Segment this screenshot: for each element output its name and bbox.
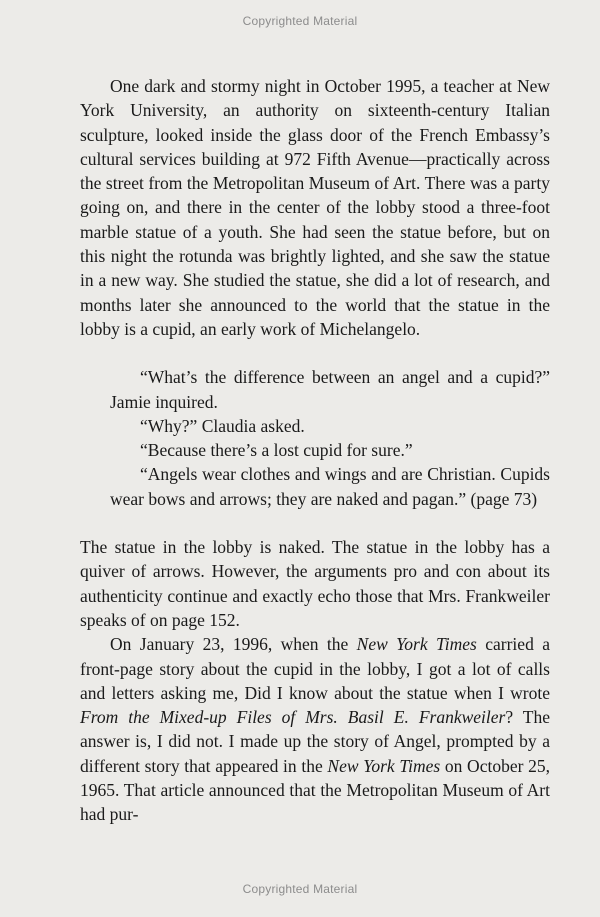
italic-book-title: From the Mixed-up Files of Mrs. Basil E. Frankweiler [80,707,506,728]
paragraph-statue-naked: The statue in the lobby is naked. The statue in the lobby has a quiver of arrows. However, the arguments pro and con about its authenticity continue and exactly echo those that Mrs. Frankweiler speaks of on page 152. [80,537,550,630]
quote-line-angels: “Angels wear clothes and wings and are Christian. Cupids wear bows and arrows; they are naked and pagan.” (page 73) [110,464,550,509]
paragraph-story-intro: One dark and stormy night in October 1995, a teacher at New York University, an authority on sixteenth-century Italian sculpture, looked inside the glass door of the French Embassy’s cultural services building at 972 Fifth Avenue—practically across the street from the Metropolitan Museum of Art. There was a party going on, and there in the center of the lobby stood a three-foot marble statue of a youth. She had seen the statue before, but on this night the rotunda was brightly lighted, and she saw the statue in a new way. She studied the statue, she did a lot of research, and months later she announced to the world that the statue in the lobby is a cupid, an early work of Michelangelo. [80,76,550,339]
text-run: on October 25, 1965. That article announced that the Metropolitan Museum of Art had pur- [80,755,550,825]
block-quote [110,365,550,511]
book-page-text [80,74,550,827]
quote-line-jamie: “What’s the difference between an angel and a cupid?” Jamie inquired. [110,367,550,412]
quote-line-claudia: “Why?” Claudia asked. [140,415,305,436]
paragraph-january-article [80,632,550,826]
text-run: carried a front-page story about the cupid in the lobby, I got a lot of calls and letters asking me, Did I know about the statue when I wrote [80,634,550,703]
text-run: On January 23, 1996, when the [110,634,357,655]
text-run: ? The answer is, I did not. I made up the story of Angel, prompted by a different story that appeared in the [80,707,550,776]
copyright-watermark-top: Copyrighted Material [242,14,358,28]
copyright-watermark-bottom: Copyrighted Material [242,882,358,896]
quote-line-lost-cupid: “Because there’s a lost cupid for sure.” [140,440,413,461]
italic-newspaper-title: New York Times [356,634,477,655]
italic-newspaper-title: New York Times [327,755,441,776]
